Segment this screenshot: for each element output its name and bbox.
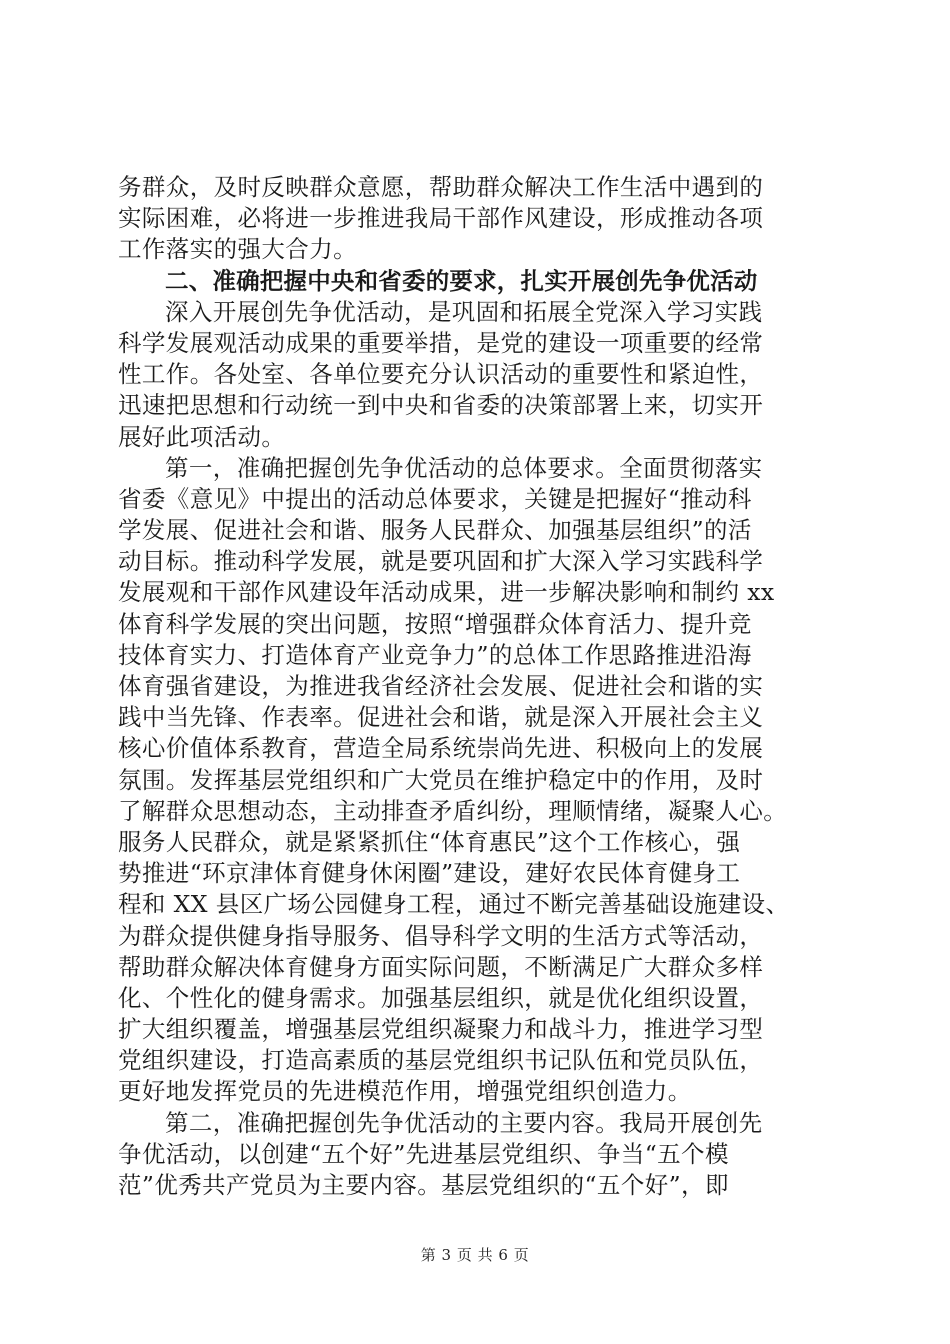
text-line: 体育强省建设，为推进我省经济社会发展、促进社会和谐的实 — [118, 672, 764, 700]
text-line: 范”优秀共产党员为主要内容。基层党组织的“五个好”，即 — [118, 1171, 729, 1199]
text-line: 工作落实的强大合力。 — [118, 235, 357, 264]
text-line: 迅速把思想和行动统一到中央和省委的决策部署上来，切实开 — [118, 391, 764, 420]
text-line: 帮助群众解决体育健身方面实际问题，不断满足广大群众多样 — [118, 952, 764, 981]
text-line: 体育科学发展的突出问题，按照“增强群众体育活力、提升竞 — [118, 609, 752, 638]
text-line: 党组织建设，打造高素质的基层党组织书记队伍和党员队伍， — [118, 1046, 764, 1075]
text-line: 化、个性化的健身需求。加强基层组织，就是优化组织设置， — [118, 983, 764, 1012]
text-line: 争优活动，以创建“五个好”先进基层党组织、争当“五个模 — [118, 1139, 729, 1168]
text-line: 为群众提供健身指导服务、倡导科学文明的生活方式等活动， — [118, 921, 764, 950]
text-line: 务群众，及时反映群众意愿，帮助群众解决工作生活中遇到的 — [118, 173, 764, 201]
text-line: 省委《意见》中提出的活动总体要求，关键是把握好“推动科 — [118, 484, 752, 513]
page-number-footer: 第 3 页 共 6 页 — [420, 1246, 530, 1264]
text-line: 动目标。推动科学发展，就是要巩固和扩大深入学习实践科学 — [118, 547, 764, 576]
text-line: 氛围。发挥基层党组织和广大党员在维护稳定中的作用，及时 — [118, 765, 764, 794]
paragraph-first-line: 深入开展创先争优活动，是巩固和拓展全党深入学习实践 — [165, 297, 763, 326]
text-line: 性工作。各处室、各单位要充分认识活动的重要性和紧迫性， — [118, 360, 764, 389]
text-line: 核心价值体系教育，营造全局系统崇尚先进、积极向上的发展 — [118, 734, 764, 763]
text-line: 势推进“环京津体育健身休闲圈”建设，建好农民体育健身工 — [118, 859, 741, 888]
text-line: 学发展、促进社会和谐、服务人民群众、加强基层组织”的活 — [118, 516, 752, 545]
document-body — [118, 172, 833, 1201]
text-line: 服务人民群众，就是紧紧抓住“体育惠民”这个工作核心，强 — [118, 827, 741, 856]
text-line: 扩大组织覆盖，增强基层党组织凝聚力和战斗力，推进学习型 — [118, 1015, 764, 1044]
section-heading: 二、准确把握中央和省委的要求，扎实开展创先争优活动 — [165, 266, 758, 295]
text-line: 实际困难，必将进一步推进我局干部作风建设，形成推动各项 — [118, 204, 764, 233]
text-line: 科学发展观活动成果的重要举措，是党的建设一项重要的经常 — [118, 328, 764, 357]
text-line: 了解群众思想动态，主动排查矛盾纠纷，理顺情绪，凝聚人心。 — [118, 796, 788, 825]
paragraph-first-line: 第二，准确把握创先争优活动的主要内容。我局开展创先 — [165, 1108, 763, 1137]
text-line: 发展观和干部作风建设年活动成果，进一步解决影响和制约 xx — [118, 578, 775, 607]
text-line: 技体育实力、打造体育产业竞争力”的总体工作思路推进沿海 — [118, 640, 752, 669]
paragraph-first-line: 第一，准确把握创先争优活动的总体要求。全面贯彻落实 — [165, 453, 763, 482]
text-line: 程和 XX 县区广场公园健身工程，通过不断完善基础设施建设、 — [118, 890, 790, 919]
text-line: 更好地发挥党员的先进模范作用，增强党组织创造力。 — [118, 1077, 692, 1106]
text-line: 展好此项活动。 — [118, 422, 286, 451]
text-line: 践中当先锋、作表率。促进社会和谐，就是深入开展社会主义 — [118, 703, 764, 732]
